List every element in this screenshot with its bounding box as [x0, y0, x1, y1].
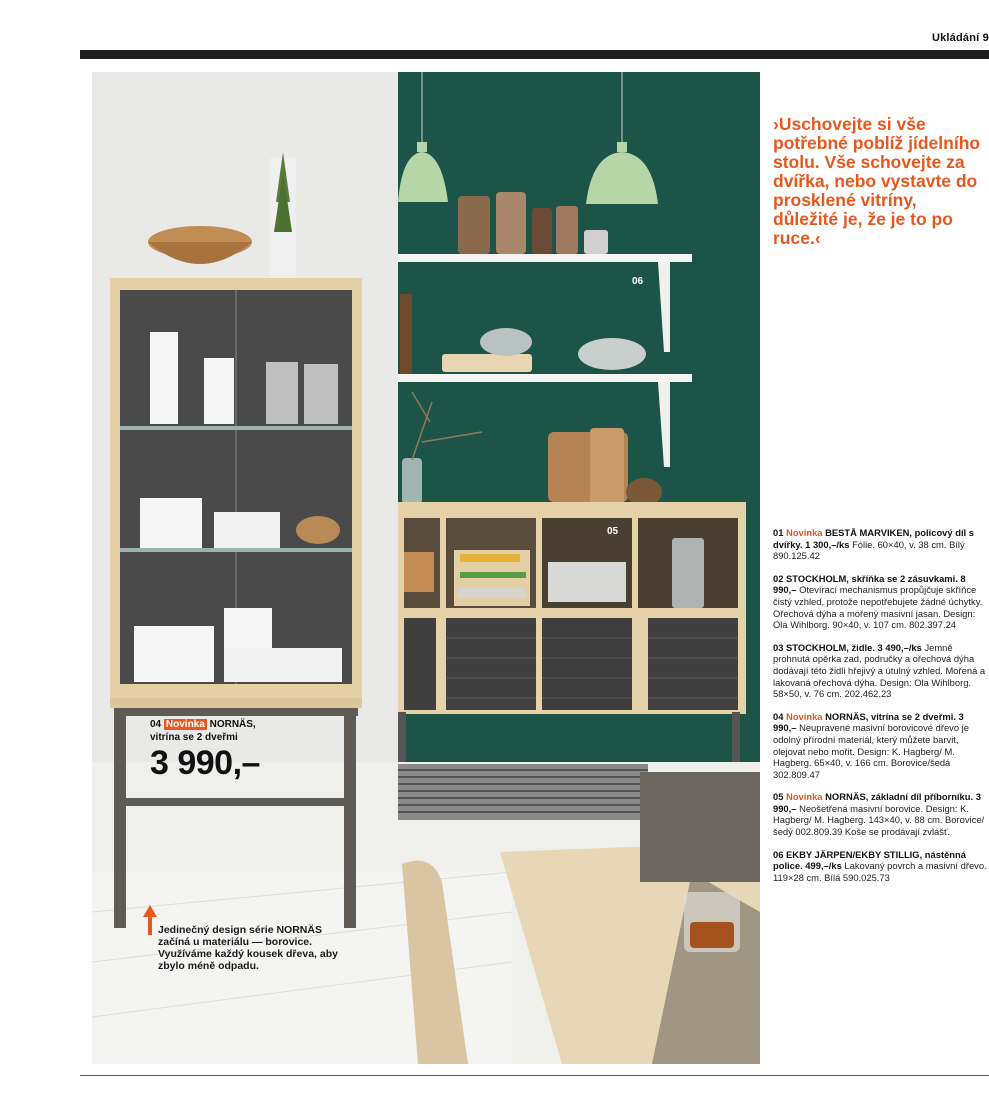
- product-entry: [773, 711, 987, 781]
- top-rule: [80, 50, 989, 59]
- product-description: Jemně prohnutá opěrka zad, područky a ořechová dýha dodávají této židli hřejivý a útulný vzhled. Mořená a lakovaná ořechová dýha. Design: Ola Wihlborg. 58×50, v. 76 cm. 202.462.23: [773, 641, 986, 700]
- price-tag-price: 3 990,–: [150, 744, 260, 782]
- price-tag: [150, 718, 365, 782]
- product-number: 01: [773, 527, 784, 538]
- novinka-badge: Novinka: [786, 710, 823, 722]
- product-title: STOCKHOLM, židle. 3 490,–/ks: [786, 641, 922, 653]
- product-entry: [773, 791, 987, 837]
- novinka-badge: Novinka: [786, 527, 823, 538]
- design-note: Jedinečný design série NORNÄS začíná u materiálu — borovice. Využíváme každý kousek dřeva, aby zbylo méně odpadu.: [158, 924, 338, 972]
- price-tag-description: vitrína se 2 dveřmi: [150, 732, 238, 743]
- product-entry: [773, 527, 987, 562]
- price-tag-novinka-badge: Novinka: [165, 719, 205, 730]
- striped-rug: [398, 764, 648, 820]
- novinka-badge: Novinka: [786, 791, 823, 803]
- bottom-rule: [80, 1075, 989, 1076]
- product-subtitle: 2 zásuvkami. 8 990,–: [773, 572, 966, 596]
- price-tag-name: NORNÄS,: [209, 719, 256, 730]
- price-tag-number: 04: [150, 719, 162, 730]
- callout-quote: ›Uschovejte si vše potřebné poblíž jídelního stolu. Vše schovejte za dvířka, nebo vystavte do prosklené vitríny, důležité je, že je to po ruce.‹: [773, 114, 981, 248]
- product-description: Fólie. 60×40, v. 38 cm. Bílý 890.125.42: [773, 538, 965, 562]
- product-entry: [773, 849, 987, 884]
- section-title: Ukládání 9: [931, 32, 989, 44]
- product-subtitle: nástěnná police. 499,–/ks: [773, 848, 966, 872]
- product-title: NORNÄS, základní díl: [825, 791, 922, 803]
- sideboard-number-label: 05: [607, 526, 619, 537]
- product-subtitle: 2 dveřmi. 3 990,–: [773, 710, 964, 734]
- product-entry: [773, 573, 987, 631]
- product-title: STOCKHOLM, skříňka se: [786, 572, 898, 584]
- product-number: 03: [773, 641, 784, 653]
- price-tag-heading: [150, 718, 365, 731]
- product-description: Neošetřená masivní borovice. Design: K. Hagberg/ M. Hagberg. 143×40, v. 88 cm. Borovice/šedý 002.809.39 Koše se prodávají zvlášť.: [773, 802, 985, 838]
- product-number: 02: [773, 572, 784, 584]
- product-entry: [773, 642, 987, 700]
- product-description: Lakovaný povrch a masivní dřevo. 119×28 cm. Bílá 590.025.73: [773, 860, 987, 883]
- product-description: Neupravené masivní borovicové dřevo je odolný přírodní materiál, který můžete barvit, olejovat nebo mořit. Design: K. Hagberg/ M. Hagberg. 65×40, v. 166 cm. Borovice/šedá 302.809.47: [773, 722, 969, 780]
- product-number: 06: [773, 848, 784, 860]
- product-title: BESTÅ MARVIKEN,: [825, 527, 912, 538]
- room-photo: [92, 72, 760, 1064]
- product-number: 05: [773, 791, 784, 803]
- product-subtitle: příborníku. 3 990,–: [773, 791, 981, 814]
- room-illustration: [92, 72, 760, 1064]
- arrow-up-icon: [143, 905, 157, 935]
- product-description: Otevírací mechanismus propůjčuje skříňce čistý vzhled, protože nepotřebujete žádné úchytky. Ořechová dýha a mořený masivní jasan. Design: Ola Wihlborg. 90×40, v. 107 cm. 802.397.24: [773, 584, 983, 631]
- product-title: EKBY JÄRPEN/EKBY STILLIG,: [786, 848, 923, 860]
- product-number: 04: [773, 710, 784, 722]
- product-list: [773, 527, 987, 894]
- product-title: NORNÄS, vitrína se: [825, 710, 913, 722]
- shelf-number-label: 06: [632, 276, 644, 287]
- product-subtitle: policový díl s dvířky. 1 300,–/ks: [773, 527, 974, 550]
